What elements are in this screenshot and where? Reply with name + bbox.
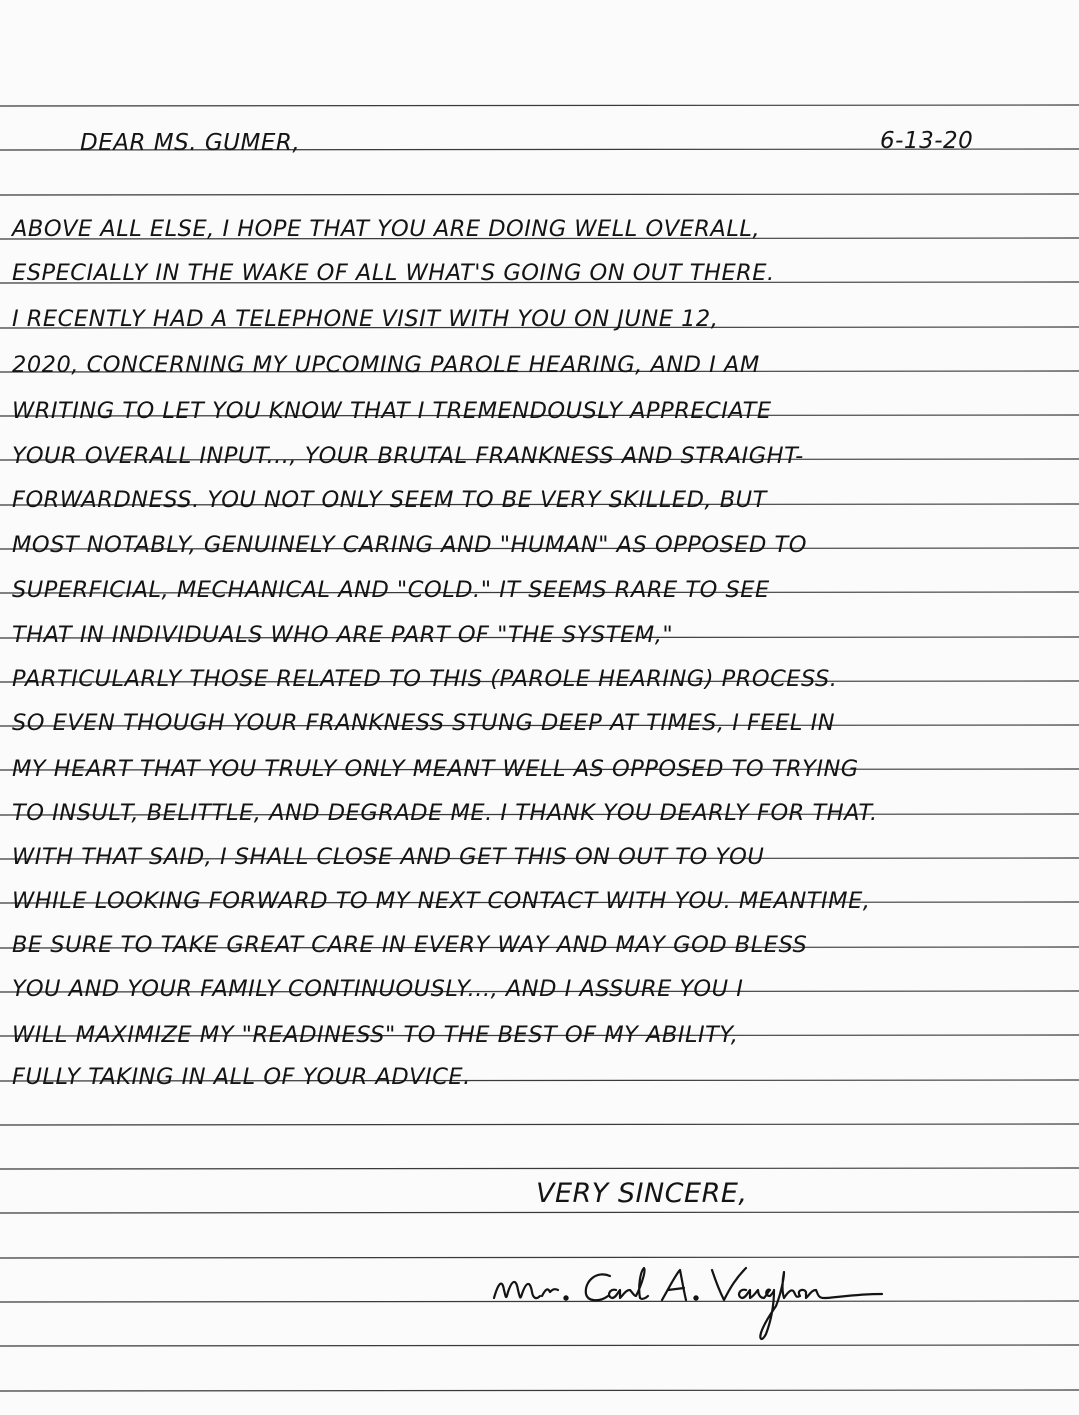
body-line: PARTICULARLY THOSE RELATED TO THIS (PAROLE HEARING) PROCESS.	[12, 666, 838, 692]
body-line: FORWARDNESS. YOU NOT ONLY SEEM TO BE VERY SKILLED, BUT	[12, 487, 767, 513]
body-line: WILL MAXIMIZE MY "READINESS" TO THE BEST OF MY ABILITY,	[12, 1022, 739, 1048]
ruled-line	[0, 194, 1079, 195]
body-line: FULLY TAKING IN ALL OF YOUR ADVICE.	[12, 1064, 471, 1090]
body-line: MOST NOTABLY, GENUINELY CARING AND "HUMAN" AS OPPOSED TO	[12, 532, 807, 558]
body-line: ABOVE ALL ELSE, I HOPE THAT YOU ARE DOING WELL OVERALL,	[12, 216, 761, 242]
body-line: YOU AND YOUR FAMILY CONTINUOUSLY..., AND I ASSURE YOU I	[12, 976, 744, 1002]
body-line: BE SURE TO TAKE GREAT CARE IN EVERY WAY AND MAY GOD BLESS	[12, 932, 808, 958]
body-line: MY HEART THAT YOU TRULY ONLY MEANT WELL AS OPPOSED TO TRYING	[12, 756, 859, 782]
body-line: SO EVEN THOUGH YOUR FRANKNESS STUNG DEEP AT TIMES, I FEEL IN	[12, 710, 836, 736]
body-line: WHILE LOOKING FORWARD TO MY NEXT CONTACT WITH YOU. MEANTIME,	[12, 888, 871, 914]
body-line: ESPECIALLY IN THE WAKE OF ALL WHAT'S GOING ON OUT THERE.	[12, 260, 775, 286]
ruled-line	[0, 1257, 1079, 1258]
ruled-line	[0, 105, 1079, 106]
closing: VERY SINCERE,	[536, 1178, 748, 1209]
body-line: WITH THAT SAID, I SHALL CLOSE AND GET THIS ON OUT TO YOU	[12, 844, 765, 870]
ruled-line	[0, 1124, 1079, 1125]
body-line: I RECENTLY HAD A TELEPHONE VISIT WITH YOU ON JUNE 12,	[12, 306, 719, 332]
body-line: YOUR OVERALL INPUT..., YOUR BRUTAL FRANKNESS AND STRAIGHT-	[12, 443, 804, 469]
body-line: TO INSULT, BELITTLE, AND DEGRADE ME. I THANK YOU DEARLY FOR THAT.	[12, 800, 878, 826]
letter-date: 6-13-20	[880, 128, 974, 154]
signature-mark	[484, 1262, 894, 1348]
ruled-line	[0, 1168, 1079, 1169]
ruled-line	[0, 1212, 1079, 1213]
salutation: DEAR MS. GUMER,	[80, 130, 301, 156]
body-line: SUPERFICIAL, MECHANICAL AND "COLD." IT SEEMS RARE TO SEE	[12, 577, 770, 603]
ruled-line	[0, 1390, 1079, 1391]
body-line: THAT IN INDIVIDUALS WHO ARE PART OF "THE SYSTEM,"	[12, 622, 674, 648]
body-line: WRITING TO LET YOU KNOW THAT I TREMENDOUSLY APPRECIATE	[12, 398, 772, 424]
body-line: 2020, CONCERNING MY UPCOMING PAROLE HEARING, AND I AM	[12, 352, 760, 378]
